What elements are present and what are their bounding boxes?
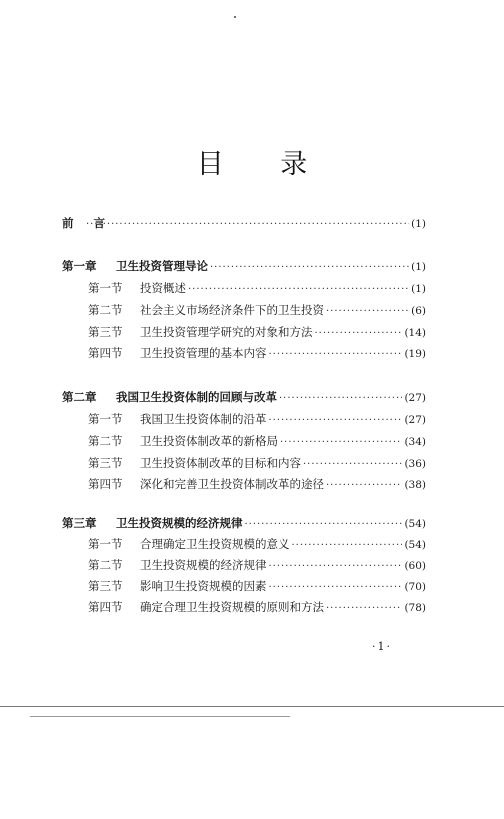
- section-label: 第四节: [88, 346, 123, 360]
- toc-page-number: (70): [404, 581, 426, 593]
- toc-page-number: (27): [404, 392, 426, 404]
- leader-dots: [269, 582, 403, 593]
- leader-dots: [292, 540, 403, 551]
- chapter-label: 第二章: [62, 390, 97, 404]
- section-label: 第二节: [88, 303, 123, 317]
- toc-page-number: (38): [404, 479, 426, 491]
- toc-page-number: (1): [411, 283, 426, 295]
- leader-dots: [326, 480, 402, 491]
- scan-edge-line: [30, 716, 290, 717]
- section-title: 合理确定卫生投资规模的意义: [140, 537, 290, 551]
- toc-entry-section[interactable]: [88, 557, 426, 575]
- leader-dots: [326, 306, 409, 317]
- section-title: 卫生投资管理的基本内容: [140, 346, 267, 360]
- toc-entry-chapter-1[interactable]: [62, 258, 426, 276]
- section-title: 卫生投资规模的经济规律: [140, 558, 267, 572]
- section-label: 第二节: [88, 434, 123, 448]
- toc-entry-section[interactable]: [88, 411, 426, 429]
- scan-edge-line: [0, 706, 504, 707]
- section-title: 卫生投资体制改革的目标和内容: [140, 456, 301, 470]
- section-title: 深化和完善卫生投资体制改革的途径: [140, 477, 324, 491]
- section-label: 第一节: [88, 537, 123, 551]
- section-title: 卫生投资管理学研究的对象和方法: [140, 325, 313, 339]
- leader-dots: [269, 561, 403, 572]
- section-title: 确定合理卫生投资规模的原则和方法: [140, 600, 324, 614]
- toc-entry-section[interactable]: [88, 578, 426, 596]
- toc-page-number: (27): [404, 414, 426, 426]
- toc-page-number: (36): [404, 458, 426, 470]
- toc-entry-section[interactable]: [88, 455, 426, 473]
- section-label: 第四节: [88, 600, 123, 614]
- leader-dots: [86, 219, 409, 230]
- toc-page-number: (54): [404, 518, 426, 530]
- scan-speck: [234, 16, 236, 18]
- section-label: 第二节: [88, 558, 123, 572]
- toc-page-number: (34): [404, 436, 426, 448]
- toc-page-number: (6): [411, 305, 426, 317]
- toc-entry-section[interactable]: [88, 433, 426, 451]
- toc-page-number: (1): [411, 218, 426, 230]
- toc-entry-chapter-3[interactable]: [62, 515, 426, 533]
- toc-page-number: (14): [404, 327, 426, 339]
- leader-dots: [269, 415, 403, 426]
- leader-dots: [269, 349, 403, 360]
- section-title: 社会主义市场经济条件下的卫生投资: [140, 303, 324, 317]
- section-label: 第四节: [88, 477, 123, 491]
- section-title: 投资概述: [140, 281, 186, 295]
- leader-dots: [315, 328, 403, 339]
- toc-entry-section[interactable]: [88, 536, 426, 554]
- toc-preface-label: 前 言: [62, 216, 114, 230]
- toc-entry-section[interactable]: [88, 280, 426, 298]
- page-number: ·1·: [372, 640, 392, 653]
- toc-page-number: (78): [404, 602, 426, 614]
- leader-dots: [188, 284, 409, 295]
- chapter-title: 卫生投资管理导论: [116, 259, 208, 273]
- leader-dots: [210, 262, 409, 273]
- toc-page-number: (60): [404, 560, 426, 572]
- toc-page-number: (54): [404, 539, 426, 551]
- leader-dots: [326, 603, 402, 614]
- toc-entry-section[interactable]: [88, 302, 426, 320]
- section-label: 第三节: [88, 325, 123, 339]
- toc-page-number: (19): [404, 348, 426, 360]
- chapter-label: 第三章: [62, 516, 97, 530]
- toc-entry-chapter-2[interactable]: [62, 389, 426, 407]
- chapter-title: 卫生投资规模的经济规律: [116, 516, 243, 530]
- chapter-label: 第一章: [62, 259, 97, 273]
- chapter-title: 我国卫生投资体制的回顾与改革: [116, 390, 277, 404]
- toc-entry-section[interactable]: [88, 599, 426, 617]
- section-label: 第一节: [88, 412, 123, 426]
- section-title: 卫生投资体制改革的新格局: [140, 434, 278, 448]
- page-title: 目 录: [196, 149, 332, 180]
- toc-entry-section[interactable]: [88, 476, 426, 494]
- toc-entry-section[interactable]: [88, 345, 426, 363]
- section-label: 第三节: [88, 579, 123, 593]
- toc-page-number: (1): [411, 261, 426, 273]
- leader-dots: [245, 519, 403, 530]
- section-title: 我国卫生投资体制的沿革: [140, 412, 267, 426]
- toc-entry-preface[interactable]: [62, 215, 426, 233]
- leader-dots: [280, 437, 402, 448]
- section-label: 第一节: [88, 281, 123, 295]
- leader-dots: [279, 393, 402, 404]
- section-label: 第三节: [88, 456, 123, 470]
- section-title: 影响卫生投资规模的因素: [140, 579, 267, 593]
- leader-dots: [303, 459, 402, 470]
- toc-entry-section[interactable]: [88, 324, 426, 342]
